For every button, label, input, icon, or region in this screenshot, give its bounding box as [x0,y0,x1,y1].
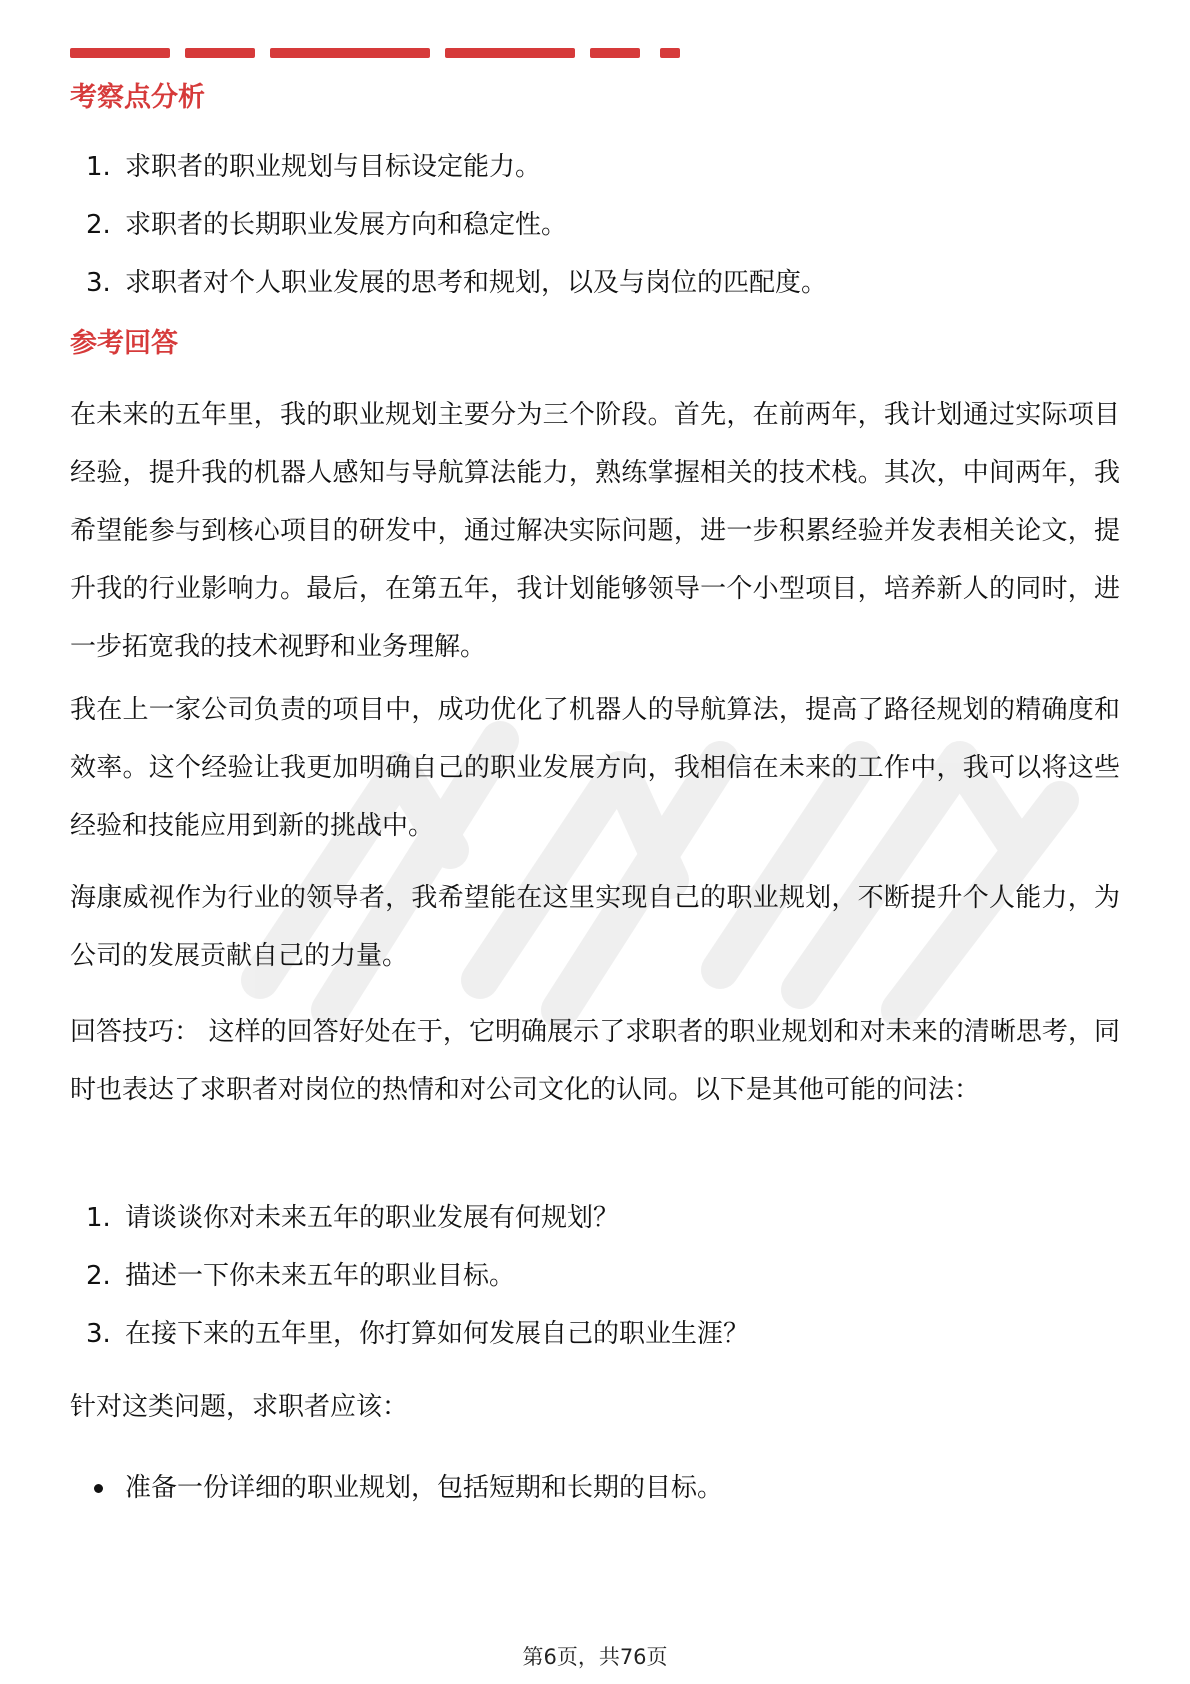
list-item-number: 2. [86,210,111,240]
list-item [70,1316,1120,1374]
list-item-text: 准备一份详细的职业规划，包括短期和长期的目标。 [125,1473,724,1503]
list-item [70,149,1120,207]
cut-off-heading [70,30,690,58]
list-item-text: 求职者的职业规划与目标设定能力。 [125,152,542,182]
list-item [70,265,1120,323]
list-item [70,1200,1120,1258]
list-item-number: 1. [86,1203,111,1233]
alternative-questions-list [70,1200,1120,1374]
section-title-answer: 参考回答 [70,328,178,359]
list-item [70,1470,1120,1506]
list-item-text: 请谈谈你对未来五年的职业发展有何规划？ [125,1203,620,1233]
list-item-number: 2. [86,1261,111,1291]
list-item [70,1258,1120,1316]
list-item-number: 3. [86,268,111,298]
list-item-text: 在接下来的五年里，你打算如何发展自己的职业生涯？ [125,1319,750,1349]
list-item-text: 求职者对个人职业发展的思考和规划，以及与岗位的匹配度。 [125,268,828,298]
list-item-number: 3. [86,1319,111,1349]
answer-paragraph-3: 海康威视作为行业的领导者，我希望能在这里实现自己的职业规划，不断提升个人能力，为公司的发展贡献自己的力量。 [70,883,1120,971]
section-title-analysis: 考察点分析 [70,82,205,113]
list-item-text: 描述一下你未来五年的职业目标。 [125,1261,516,1291]
bullet-icon [94,1484,103,1493]
advice-intro: 针对这类问题，求职者应该： [70,1392,409,1422]
list-item-text: 求职者的长期职业发展方向和稳定性。 [125,210,568,240]
answer-paragraph-2: 我在上一家公司负责的项目中，成功优化了机器人的导航算法，提高了路径规划的精确度和效率。这个经验让我更加明确自己的职业发展方向，我相信在未来的工作中，我可以将这些经验和技能应用到新的挑战中。 [70,695,1120,841]
answer-tips-paragraph: 回答技巧： 这样的回答好处在于，它明确展示了求职者的职业规划和对未来的清晰思考，同时也表达了求职者对岗位的热情和对公司文化的认同。以下是其他可能的问法： [70,1017,1120,1105]
list-item-number: 1. [86,152,111,182]
advice-list [70,1470,1120,1506]
list-item [70,207,1120,265]
analysis-list [70,149,1120,323]
answer-paragraph-1: 在未来的五年里，我的职业规划主要分为三个阶段。首先，在前两年，我计划通过实际项目经验，提升我的机器人感知与导航算法能力，熟练掌握相关的技术栈。其次，中间两年，我希望能参与到核心项目的研发中，通过解决实际问题，进一步积累经验并发表相关论文，提升我的行业影响力。最后，在第五年，我计划能够领导一个小型项目，培养新人的同时，进一步拓宽我的技术视野和业务理解。 [70,400,1120,662]
page-number-footer: 第6页，共76页 [522,1645,668,1669]
